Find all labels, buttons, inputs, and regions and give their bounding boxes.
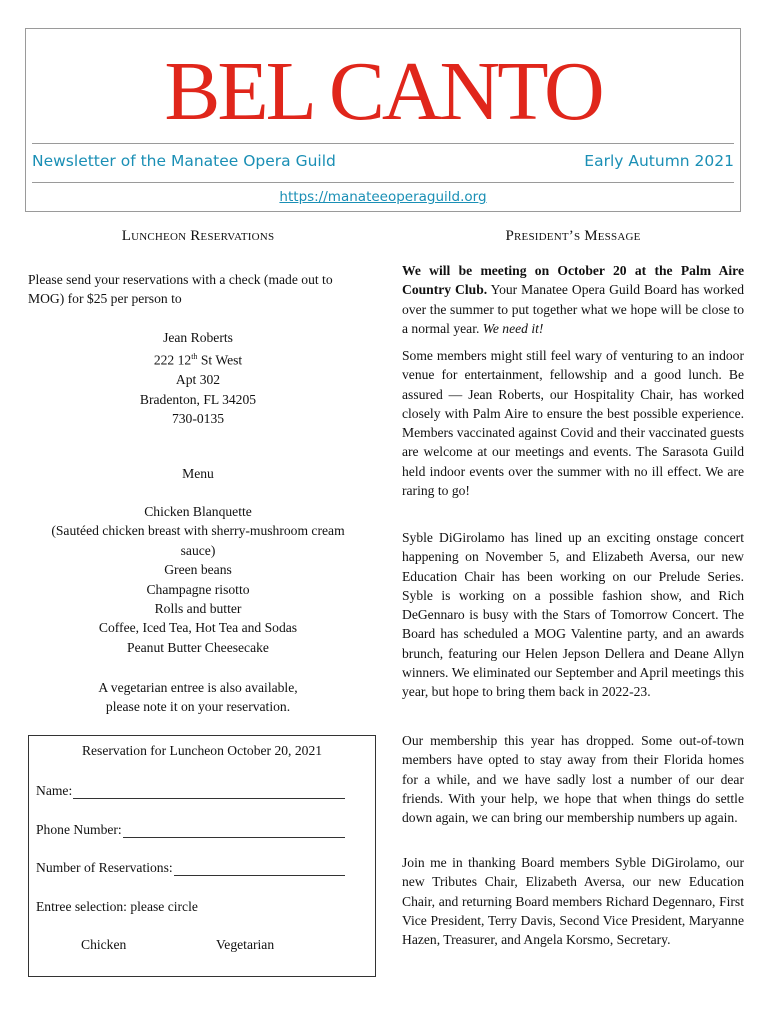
paragraph-text: Join me in thanking Board members Syble DiGirolamo, our new Tributes Chair, Elizabeth Aversa, our new Education Chair, and returning Board members Richard Degennaro, First Vice President, Terry Davis, Second Vice President, Maryanne Hazen, Treasurer, and Angela Korsmo, Secretary. <box>402 855 744 948</box>
masthead <box>25 28 741 212</box>
phone-field[interactable] <box>36 822 345 842</box>
issue-date: Early Autumn 2021 <box>584 152 734 170</box>
reservations-count-field[interactable] <box>36 860 345 880</box>
paragraph-text: Some members might still feel wary of venturing to an indoor venue for entertainment, fellowship and a good lunch. Be assured — Jean Roberts, our Hospitality Chair, has worked closely with Palm Aire to ensure the best possible experience. Members vaccinated against Covid and their vaccinated guests are welcome at our meetings and events. The Sarasota Guild held indoor events over the summer with no ill effect. We are raring to go! <box>402 348 744 499</box>
name-label: Name: <box>36 783 73 798</box>
name-line[interactable] <box>36 798 345 799</box>
paragraph-text: Syble DiGirolamo has lined up an exciting onstage concert happening on November 5, and Elizabeth Aversa, our new Education Chair has been working on our Prelude Series. Syble is working on a possible fashion show, and Rich DeGennaro is busy with the Stars of Tomorrow Concert. The Board has scheduled a MOG Valentine party, and an awards brunch, featuring our Helen Jepson Dellera and Deane Allyn winners. We eliminated our September and April meetings this year, but hope to bring them back in 2022-23. <box>402 530 744 700</box>
menu-item: Coffee, Iced Tea, Hot Tea and Sodas <box>98 620 298 636</box>
address-phone: 730-0135 <box>171 411 225 427</box>
veg-line: A vegetarian entree is also available, <box>98 680 298 695</box>
president-paragraph <box>402 346 744 500</box>
count-label: Number of Reservations: <box>36 860 173 875</box>
form-title: Reservation for Luncheon October 20, 2021 <box>81 743 323 758</box>
website-link[interactable]: https://manateeoperaguild.org <box>279 189 487 205</box>
menu-item: Green beans <box>164 562 232 578</box>
paragraph-text: Your Manatee Opera Guild Board has worked over the summer to put together what we hope will be close to a normal year. <box>402 282 745 336</box>
president-paragraph <box>402 528 744 702</box>
menu-heading: Menu <box>182 466 214 481</box>
entree-option-vegetarian[interactable]: Vegetarian <box>216 937 275 952</box>
menu-item: Chicken Blanquette <box>144 504 252 519</box>
intro-line: MOG) for $25 per person to <box>28 291 182 307</box>
entree-option-chicken[interactable]: Chicken <box>81 937 127 952</box>
menu-list <box>28 502 368 657</box>
phone-label: Phone Number: <box>36 822 122 837</box>
newsletter-subtitle: Newsletter of the Manatee Opera Guild <box>32 152 336 170</box>
masthead-rule-bottom <box>32 182 734 183</box>
luncheon-heading: Luncheon Reservations <box>121 228 275 244</box>
paragraph-text: Our membership this year has dropped. Some out-of-town members have opted to stay away from their Florida homes for a while, and we have sadly lost a number of our dear friends. With your help, we hope that when things do settle down again, we can bring our membership numbers up again. <box>402 733 744 826</box>
masthead-rule-top <box>32 143 734 144</box>
address-name: Jean Roberts <box>163 330 233 345</box>
president-heading: President’s Message <box>505 228 641 244</box>
luncheon-intro <box>28 270 368 309</box>
president-paragraph <box>402 853 744 949</box>
veg-line: please note it on your reservation. <box>105 699 291 715</box>
menu-item: Rolls and butter <box>154 601 242 617</box>
vegetarian-note <box>28 678 368 717</box>
name-field[interactable] <box>36 783 345 803</box>
president-paragraph <box>402 731 744 827</box>
address-apt: Apt 302 <box>175 372 221 388</box>
masthead-subline <box>32 150 734 176</box>
intro-line: Please send your reservations with a check (made out to <box>28 272 333 287</box>
newsletter-title: BEL CANTO <box>164 45 602 138</box>
address-street: 222 12th St West <box>153 352 243 368</box>
meeting-announcement: We will be meeting on October 20 at the Palm Aire Country Club. <box>402 263 744 298</box>
emphasis-text: We need it! <box>482 320 544 336</box>
president-paragraph <box>402 261 744 338</box>
menu-item: (Sautéed chicken breast with sherry-mushroom cream <box>51 523 345 539</box>
mailing-address <box>28 328 368 429</box>
menu-item: Peanut Butter Cheesecake <box>127 639 269 655</box>
address-city: Bradenton, FL 34205 <box>139 391 257 407</box>
menu-item: Champagne risotto <box>146 581 250 597</box>
entree-label: Entree selection: please circle <box>36 899 198 914</box>
reservation-form <box>28 735 376 977</box>
menu-item: sauce) <box>180 542 216 558</box>
